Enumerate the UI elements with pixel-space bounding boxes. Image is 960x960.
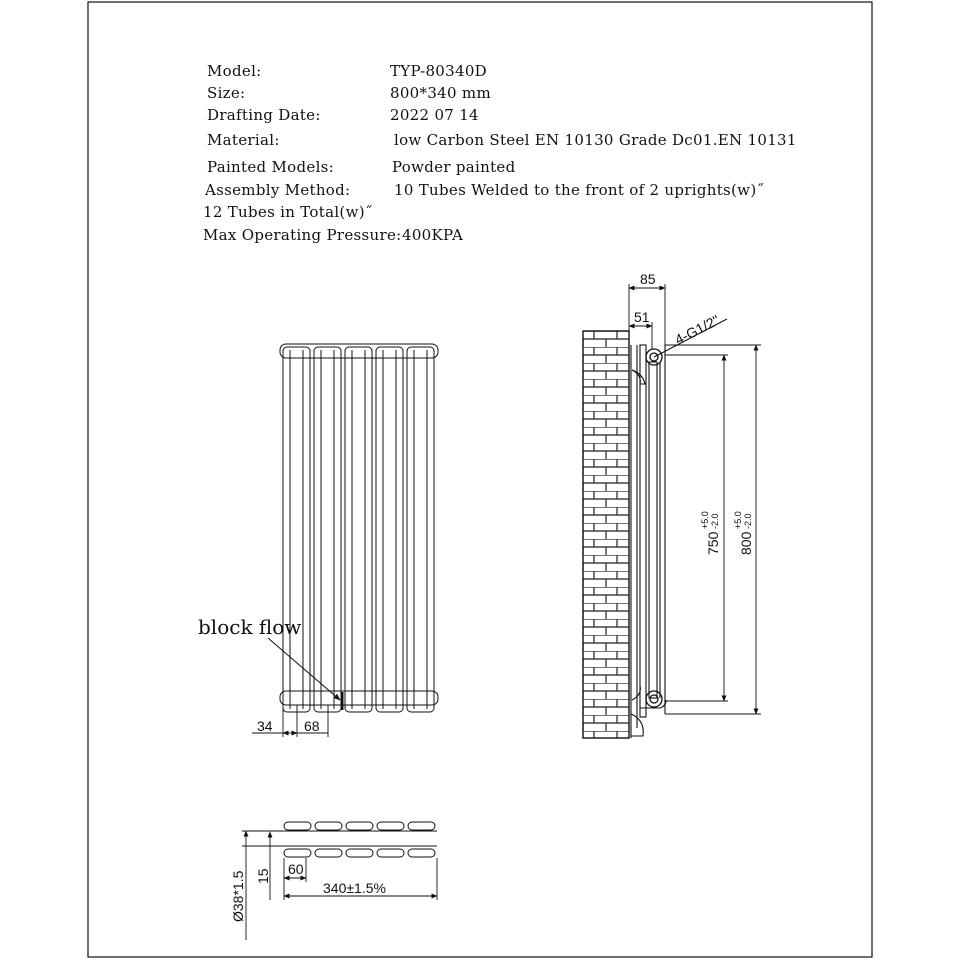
tube [407,347,434,712]
dim-height-tol-minus: -2.0 [743,513,753,529]
tube [376,347,403,712]
date-label: Drafting Date: [207,106,321,124]
sheet-border [88,2,872,957]
tube-section [377,822,404,830]
material-value: low Carbon Steel EN 10130 Grade Dc01.EN 10131 [394,131,797,149]
dim-centers [700,511,721,555]
assembly-value: 10 Tubes Welded to the front of 2 uprights(w)˝ [394,181,765,199]
tube [314,347,341,712]
model-label: Model: [207,62,262,80]
assembly-label: Assembly Method: [205,181,351,199]
tube-section [315,822,342,830]
tube-section [377,849,404,857]
dim-centers-tol-plus: +5.0 [700,511,710,529]
tube [283,347,310,712]
size-value: 800*340 mm [390,84,491,102]
pressure-label: Max Operating Pressure: [203,226,402,244]
dim-width: 340±1.5% [323,880,386,896]
tube [345,347,372,712]
connection-label: 4-G1/2" [672,311,722,348]
tube-section [408,822,435,830]
model-value: TYP-80340D [390,62,487,80]
dim-depth: 85 [640,271,656,287]
dim-front-left: 34 [257,718,273,734]
tube-section [346,849,373,857]
dim-front-right: 68 [304,718,320,734]
dim-height [733,511,754,555]
dim-spacing: 60 [288,861,304,877]
tube-section [408,849,435,857]
block-flow-label: block flow [198,615,302,639]
dim-centers-value: 750 [705,531,721,555]
tubes-total: 12 Tubes in Total(w)˝ [203,203,373,221]
date-value: 2022 07 14 [390,106,479,124]
tube-section [346,822,373,830]
dim-height-value: 800 [738,531,754,555]
tube-section [315,849,342,857]
dim-offset: 51 [634,309,650,325]
pressure-value: 400KPA [402,226,464,244]
dim-height-tol-plus: +5.0 [733,511,743,529]
tube-section [284,822,311,830]
painted-value: Powder painted [392,158,516,176]
size-label: Size: [207,84,246,102]
tube-section [284,849,311,857]
dim-tube-diameter: Ø38*1.5 [230,870,246,922]
brick-wall [583,331,629,738]
side-view [583,271,761,738]
bottom-valve [646,691,662,707]
material-label: Material: [207,131,280,149]
top-view [230,822,437,940]
front-view [198,344,438,737]
dim-gap: 15 [255,868,271,884]
painted-label: Painted Models: [207,158,335,176]
dim-centers-tol-minus: -2.0 [710,513,720,529]
